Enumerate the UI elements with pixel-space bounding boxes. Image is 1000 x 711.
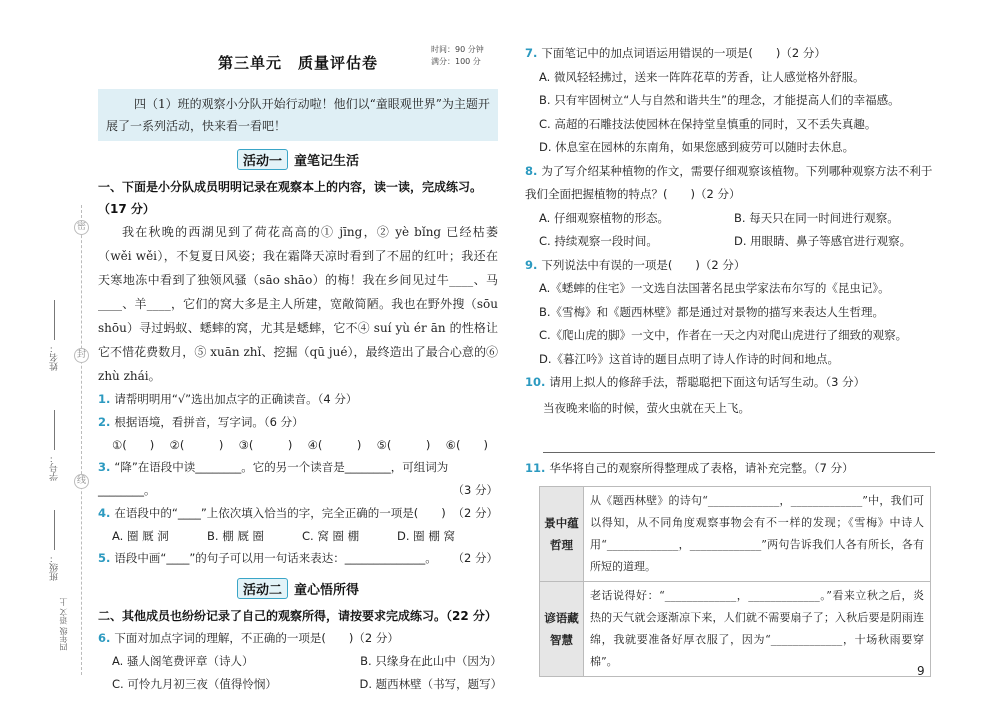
q9-option-b[interactable]: B.《雪梅》和《题西林壁》都是通过对景物的描写来表达人生哲理。 [539,304,885,319]
q2-text: 根据语境，看拼音，写字词。 [114,415,264,429]
right-column [525,42,935,677]
q4-points: （2 分） [452,506,498,520]
question-2 [98,411,498,434]
q5-points: （2 分） [452,551,498,565]
page-number: 9 [917,664,925,678]
q6-option-d[interactable]: D. 题西林壁（书写，题写） [359,677,503,691]
header [98,40,498,76]
blank-5[interactable]: ⑤( ) [376,438,431,452]
name-label: 姓名： [50,344,60,371]
table-row [540,582,931,677]
blank-3[interactable]: ③( ) [238,438,293,452]
exam-meta [431,44,484,68]
q9-option-a[interactable]: A.《蟋蟀的住宅》一文选自法国著名昆虫学家法布尔写的《昆虫记》。 [539,281,890,295]
table-row-label: 景中蕴哲理 [540,487,584,582]
binding-circle-mi: 密 [74,220,89,235]
q10-points: （3 分） [825,375,866,389]
q11-points: （7 分） [813,460,854,475]
q9-option-d[interactable]: D.《暮江吟》这首诗的题目点明了诗人作诗的时间和地点。 [539,351,840,366]
q10-answer-line[interactable] [543,431,935,453]
name-field[interactable] [48,300,61,371]
binding-margin [0,0,98,711]
q4-option-a[interactable]: A. 圈 厩 洞 [112,529,169,543]
q7-text: 下面笔记中的加点词语运用错误的一项是( ) [541,46,781,60]
question-10 [525,371,935,395]
exam-score: 满分：100 分 [431,57,481,66]
q8-option-b[interactable]: B. 每天只在同一时间进行观察。 [734,210,899,225]
q10-sentence: 当夜晚来临的时候，萤火虫就在天上飞。 [543,400,750,415]
q1-text: 请帮明明用“√”选出加点字的正确读音。 [114,392,318,406]
q4-options [98,525,498,547]
question-8 [525,160,935,207]
question-3 [98,456,498,502]
activity1-heading [98,149,498,170]
reading-passage: 我在秋晚的西湖见到了荷花高高的① jīng，② yè bǐng 已经枯萎（wěi wěi），不复夏日风姿；我在霜降天凉时看到了不屈的红叶；我还在天寒地冻中看到了独领风骚（sāo shāo）的梅！我在乡间见过牛____、马____、羊____，它们的窝大多是主人所建，宽敞简陋。我也在野外搜（sōu shōu）寻过蚂蚁、蟋蟀的窝，尤其是蟋蟀，它不④ suí yù ér ān 的性格让它不惜花费数月，⑤ xuān zhǐ、挖掘（qū jué），最终造出了最合心意的⑥ zhù zhái。 [98,225,498,383]
q6-option-a[interactable]: A. 骚人阁笔费评章（诗人） [112,654,254,668]
q4-option-b[interactable]: B. 棚 厩 圈 [207,529,265,543]
observation-table [539,486,931,677]
binding-circle-feng: 封 [74,348,89,363]
activity2-heading [98,578,498,599]
q5-number: 5. [98,551,111,565]
q7-number: 7. [525,46,538,60]
question-9 [525,254,935,278]
q2-number: 2. [98,415,111,429]
section1-heading: 一、下面是小分队成员明明记录在观察本上的内容，读一读，完成练习。（17 分） [98,180,483,216]
q10-number: 10. [525,375,546,389]
q8-options-row2 [525,230,935,254]
q6-points: （2 分） [353,631,399,645]
blank-1[interactable]: ①( ) [112,438,155,452]
question-1 [98,388,498,411]
exam-time: 时间：90 分钟 [431,45,484,54]
q8-points: （2 分） [694,187,741,201]
q10-text: 请用上拟人的修辞手法，帮聪聪把下面这句话写生动。 [549,375,826,389]
binding-dashed-line [81,205,82,675]
q4-text: 在语段中的“____”上依次填入恰当的字，完全正确的一项是( ) [114,506,446,520]
q6-options-row1 [98,650,502,673]
intro-box: 四（1）班的观察小分队开始行动啦！他们以“童眼观世界”为主题开展了一系列活动，快来看一看吧！ [98,89,498,141]
page-title: 第三单元 质量评估卷 [218,54,379,72]
q8-option-c[interactable]: C. 持续观察一段时间。 [539,234,658,248]
q8-option-a[interactable]: A. 仔细观察植物的形态。 [539,210,669,225]
q8-option-d[interactable]: D. 用眼睛、鼻子等感官进行观察。 [734,234,912,248]
id-label: 学号： [50,454,60,481]
question-4 [98,502,498,525]
q4-option-d[interactable]: D. 圈 棚 窝 [397,529,455,543]
q1-points: （4 分） [317,392,358,406]
question-6 [98,627,498,650]
q9-points: （2 分） [699,257,746,272]
blank-6[interactable]: ⑥( ) [445,438,488,452]
q6-option-c[interactable]: C. 可怜九月初三夜（值得怜悯） [112,677,277,691]
activity1-title: 童笔记生活 [294,154,360,169]
q6-option-b[interactable]: B. 只缘身在此山中（因为） [360,654,502,668]
q11-number: 11. [525,460,546,475]
table-row-text[interactable]: 从《题西林壁》的诗句“_____________，_____________”中，我们可以得知，从不同角度观察事物会有不一样的发现；《雪梅》中诗人用“_____________，_____________”两句告诉我们人各有所长，各有所短的道理。 [584,487,931,582]
q3-text: “降”在语段中读________。它的另一个读音是________，可组词为________。 [98,460,449,497]
section2-heading: 二、其他成员也纷纷记录了自己的观察所得，请按要求完成练习。（22 分） [98,609,497,623]
q5-text: 语段中画“____”的句子可以用一句话来表达：______________。 [114,551,437,565]
q9-option-c[interactable]: C.《爬山虎的脚》一文中，作者在一天之内对爬山虎进行了细致的观察。 [539,328,908,342]
q2-answer-blanks [98,434,498,456]
table-row-label: 谚语藏智慧 [540,582,584,677]
q8-text: 为了写介绍某种植物的作文，需要仔细观察该植物。下列哪种观察方法不利于我们全面把握植物的特点？( ) [525,163,933,201]
table-row [540,487,931,582]
binding-circle-xian: 线 [74,474,89,489]
question-11 [525,457,935,481]
q2-points: （6 分） [263,415,304,429]
q3-points: （3 分） [452,483,498,497]
blank-2[interactable]: ②( ) [169,438,224,452]
q11-text: 华华将自己的观察所得整理成了表格，请补充完整。 [549,460,814,475]
activity2-tag: 活动二 [237,578,288,599]
q8-options-row1 [525,207,935,231]
left-column [98,40,503,696]
table-row-text[interactable]: 老话说得好：“_____________，_____________。”看来立秋之后，炎热的天气就会逐渐凉下来，人们就不需要扇子了；入秋后要是阴雨连绵，我就要准备好厚衣服了，因为“_____________，十场秋雨要穿棉”。 [584,582,931,677]
q7-option-b[interactable]: B. 只有牢固树立“人与自然和谐共生”的理念，才能提高人们的幸福感。 [539,93,900,107]
class-field[interactable] [48,510,61,581]
q4-option-c[interactable]: C. 窝 圈 棚 [302,529,360,543]
question-5 [98,547,498,570]
question-7 [525,42,935,66]
q7-option-a[interactable]: A. 微风轻轻拂过，送来一阵阵花草的芳香，让人感觉格外舒服。 [539,69,865,84]
class-label: 班级： [50,554,60,581]
q3-number: 3. [98,460,111,474]
q4-number: 4. [98,506,111,520]
blank-4[interactable]: ④( ) [307,438,362,452]
book-label: 四年级 语文 上 [59,598,68,652]
q6-number: 6. [98,631,111,645]
student-id-field[interactable] [48,410,61,481]
activity2-title: 童心悟所得 [294,583,360,598]
q8-number: 8. [525,163,538,178]
activity1-tag: 活动一 [237,149,288,170]
q7-points: （2 分） [780,46,826,60]
q6-text: 下面对加点字词的理解，不正确的一项是( ) [114,631,354,645]
q1-number: 1. [98,392,111,406]
q7-option-c[interactable]: C. 高超的石雕技法使园林在保持堂皇慎重的同时，又不丢失真趣。 [539,116,877,131]
q9-text: 下列说法中有误的一项是( ) [541,257,700,272]
q6-options-row2 [98,673,503,696]
q7-option-d[interactable]: D. 休息室在园林的东南角，如果您感到疲劳可以随时去休息。 [539,140,855,154]
q9-number: 9. [525,257,538,272]
